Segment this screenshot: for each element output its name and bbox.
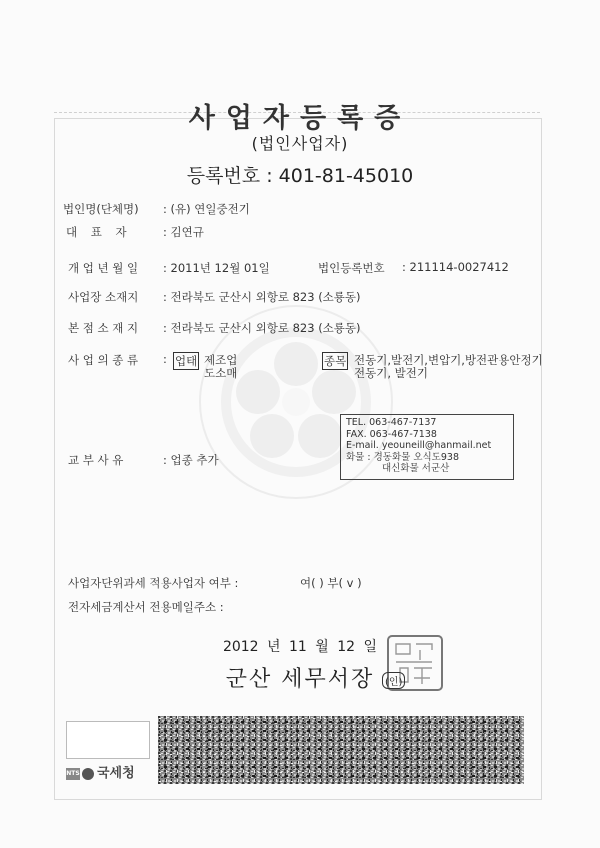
business-type-label: 사 업 의 종 류 [68,353,139,367]
hq-address-label: 본 점 소 재 지 [68,321,139,335]
registration-number-label: 등록번호 [186,165,261,187]
contact-email: E-mail. yeouneill@hanmail.net [346,440,492,451]
corp-reg-number-label: 법인등록번호 [318,261,385,275]
corp-name-value: : (유) 연일중전기 [163,202,250,216]
business-address-value: : 전라북도 군산시 외항로 823 (소룡동) [163,290,361,304]
nts-flower-icon [82,768,94,780]
document-title: 사업자등록증 [188,103,412,134]
business-type-value-2: 도소매 [204,366,238,380]
contact-freight-2: 대신화물 서군산 [382,463,450,474]
representative-value: : 김연규 [163,225,204,239]
business-item-value-1: 전동기,발전기,변압기,방전관용안정기 [354,353,543,367]
issue-reason-label: 교 부 사 유 [68,453,124,467]
business-item-tag: 종목 [324,354,347,368]
contact-freight-1: 화물 : 경동화물 오식도938 [346,451,459,463]
registration-number-line [0,161,600,188]
business-item-value-2: 전동기, 발전기 [354,366,428,380]
hq-address-value: : 전라북도 군산시 외항로 823 (소룡동) [163,321,361,335]
registration-number-value: : 401-81-45010 [266,165,414,187]
business-type-tag: 업태 [175,354,198,368]
blank-stamp-box [66,721,150,759]
corp-name-label: 법인명(단체명) [63,202,139,216]
email-label: 전자세금계산서 전용메일주소 : [68,600,224,614]
nts-logo-icon: NTS [66,768,80,780]
issue-reason-value: : 업종 추가 [163,453,219,467]
document-subtitle: (법인사업자) [251,134,349,153]
business-type-colon: : [163,352,167,366]
security-noise-barcode [158,716,524,784]
issue-date: 2012 년 11 월 12 일 [222,639,378,655]
contact-stamp-box [340,414,514,480]
seal-mark: (인) [382,672,405,689]
contact-fax: FAX. 063-467-7138 [346,428,437,440]
nts-footer [66,762,135,781]
business-type-value-1: 제조업 [204,353,238,367]
representative-label: 대 표 자 [66,225,132,239]
tax-unit-label: 사업자단위과세 적용사업자 여부 : [68,576,239,590]
nts-agency-name: 국세청 [97,766,135,781]
open-date-value: : 2011년 12월 01일 [163,261,270,275]
contact-tel: TEL. 063-467-7137 [346,417,437,428]
corp-reg-number-value: : 211114-0027412 [402,260,509,274]
issuing-office: 군산 세무서장 [225,667,375,692]
tax-unit-value: 여( ) 부( v ) [300,576,362,590]
open-date-label: 개 업 년 월 일 [68,261,139,275]
business-address-label: 사업장 소재지 [68,290,139,304]
